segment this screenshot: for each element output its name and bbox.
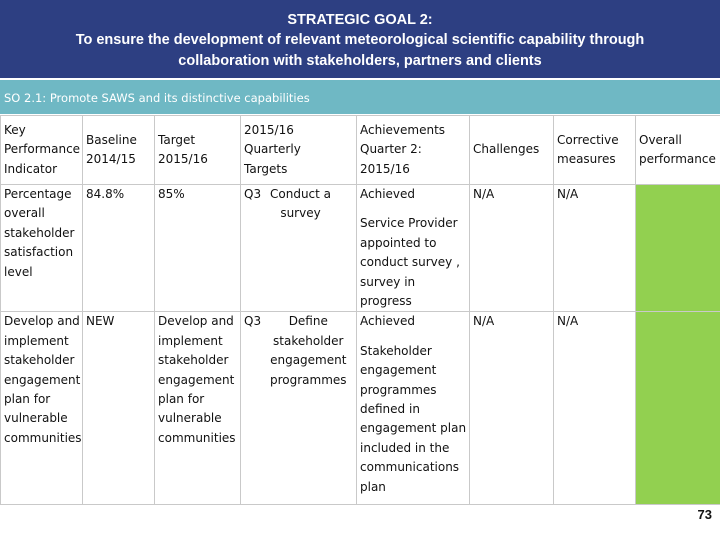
quarter-tag: Q3 bbox=[244, 187, 262, 201]
performance-indicator-green bbox=[636, 185, 720, 312]
table-row bbox=[1, 185, 720, 312]
row-kpi: Percentage overall stakeholder satisfaction level bbox=[1, 185, 83, 312]
slide-header bbox=[0, 0, 720, 78]
header-corrective: Corrective measures bbox=[554, 116, 636, 185]
page-number: 73 bbox=[697, 507, 712, 522]
performance-table bbox=[0, 115, 720, 505]
row-challenges: N/A bbox=[470, 185, 554, 312]
row-achievements: Achieved Stakeholder engagement programmes defined in engagement plan included in the communications plan bbox=[357, 312, 470, 505]
objective-band bbox=[0, 80, 720, 114]
quarter-tag: Q3 bbox=[244, 314, 262, 329]
row-target: 85% bbox=[155, 185, 241, 312]
header-baseline: Baseline 2014/15 bbox=[83, 116, 155, 185]
goal-subtitle-line-1: To ensure the development of relevant meteorological scientific capability through bbox=[75, 32, 645, 48]
row-kpi: Develop and implement stakeholder engagement plan for vulnerable communities bbox=[1, 312, 83, 505]
achieved-status: Achieved bbox=[360, 187, 416, 201]
row-corrective: N/A bbox=[554, 312, 636, 505]
goal-title: STRATEGIC GOAL 2: bbox=[287, 12, 433, 28]
table-row bbox=[1, 312, 720, 505]
row-corrective: N/A bbox=[554, 185, 636, 312]
table-header-row bbox=[1, 116, 720, 185]
header-kpi: Key Performance Indicator bbox=[1, 116, 83, 185]
row-target: Develop and implement stakeholder engagement plan for vulnerable communities bbox=[155, 312, 241, 505]
row-baseline: NEW bbox=[83, 312, 155, 505]
row-quarterly: Q3 Conduct a survey bbox=[241, 185, 357, 312]
header-overall: Overall performance bbox=[636, 116, 720, 185]
header-challenges: Challenges bbox=[470, 116, 554, 185]
row-quarterly: Q3 Define stakeholder engagement programmes bbox=[241, 312, 357, 505]
goal-subtitle-line-2: collaboration with stakeholders, partners and clients bbox=[178, 53, 542, 69]
header-target: Target 2015/16 bbox=[155, 116, 241, 185]
header-achievements: Achievements Quarter 2: 2015/16 bbox=[357, 116, 470, 185]
row-baseline: 84.8% bbox=[83, 185, 155, 312]
achieved-status: Achieved bbox=[360, 314, 416, 329]
objective-label: SO 2.1: Promote SAWS and its distinctive capabilities bbox=[4, 91, 310, 105]
performance-indicator-green bbox=[636, 312, 720, 505]
header-quarterly: 2015/16 Quarterly Targets bbox=[241, 116, 357, 185]
row-achievements: Achieved Service Provider appointed to conduct survey , survey in progress bbox=[357, 185, 470, 312]
row-challenges: N/A bbox=[470, 312, 554, 505]
